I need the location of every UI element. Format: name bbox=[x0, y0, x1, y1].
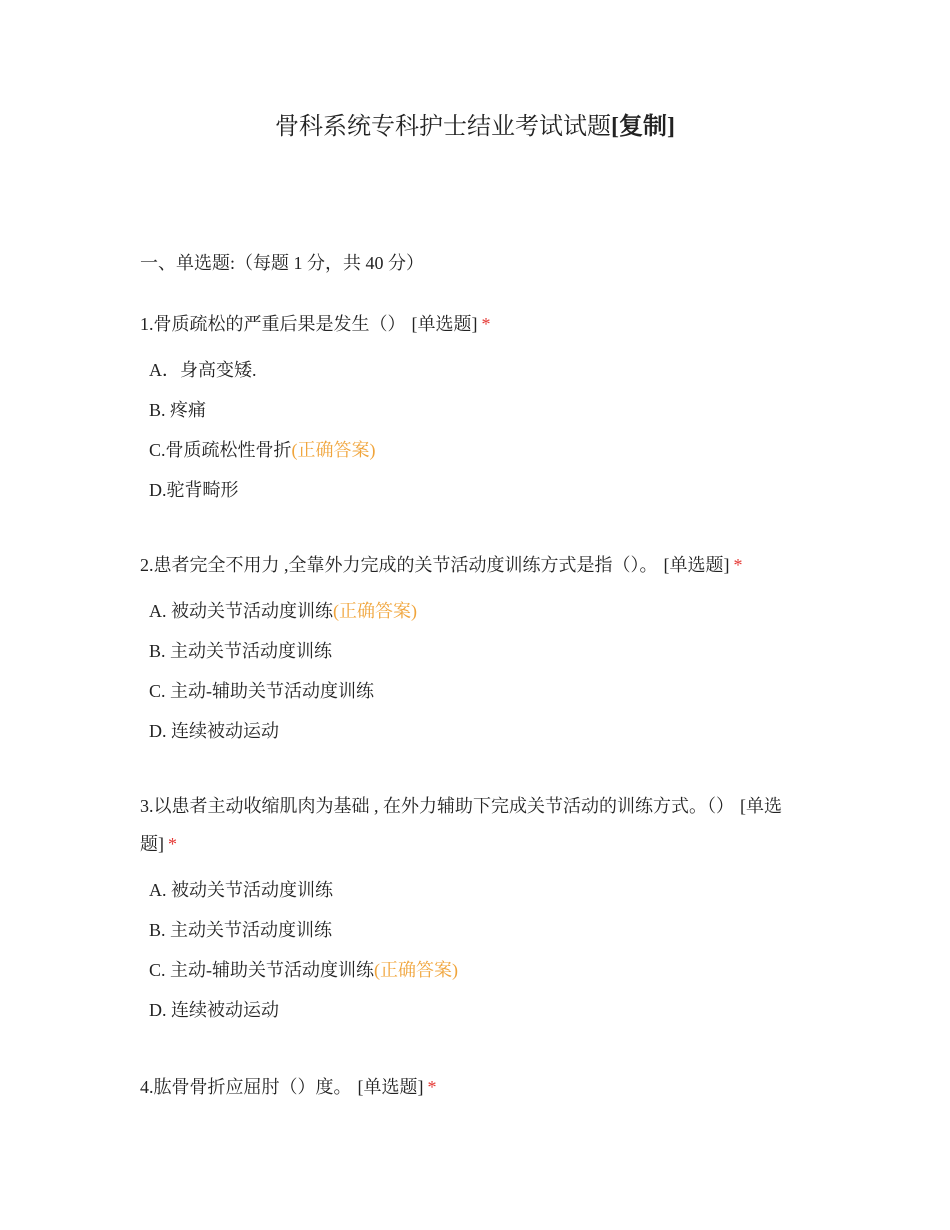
option-d[interactable] bbox=[140, 990, 800, 1030]
option-text: D. 连续被动运动 bbox=[149, 721, 279, 741]
option-text: C. 主动-辅助关节活动度训练 bbox=[149, 681, 374, 701]
option-c[interactable] bbox=[140, 950, 800, 990]
correct-answer-tag: (正确答案) bbox=[374, 960, 458, 980]
option-text: A. 被动关节活动度训练 bbox=[149, 601, 333, 621]
option-a[interactable] bbox=[140, 350, 800, 390]
question-type-label: [单选题] bbox=[140, 796, 782, 854]
question-2 bbox=[140, 546, 800, 751]
option-c[interactable] bbox=[140, 430, 800, 470]
option-list bbox=[140, 591, 800, 751]
option-b[interactable] bbox=[140, 390, 800, 430]
title-text: 骨科系统专科护士结业考试试题 bbox=[275, 114, 611, 140]
option-d[interactable] bbox=[140, 711, 800, 751]
required-mark: * bbox=[168, 834, 177, 854]
option-text: B. 主动关节活动度训练 bbox=[149, 920, 333, 940]
option-text: B. 疼痛 bbox=[149, 400, 207, 420]
question-stem bbox=[140, 787, 800, 863]
question-text: 2.患者完全不用力 ,全靠外力完成的关节活动度训练方式是指（）。 bbox=[140, 555, 658, 575]
question-type-label: [单选题] bbox=[411, 314, 478, 334]
option-list bbox=[140, 870, 800, 1030]
correct-answer-tag: (正确答案) bbox=[291, 440, 376, 460]
question-text: 1.骨质疏松的严重后果是发生（） bbox=[140, 314, 406, 334]
option-text: C.骨质疏松性骨折 bbox=[149, 440, 292, 460]
option-text: A. 被动关节活动度训练 bbox=[149, 880, 333, 900]
question-text: 4.肱骨骨折应屈肘（）度。 bbox=[140, 1077, 352, 1097]
question-stem bbox=[140, 1068, 800, 1106]
page-title bbox=[0, 110, 950, 144]
option-text: C. 主动-辅助关节活动度训练 bbox=[149, 960, 374, 980]
option-c[interactable] bbox=[140, 671, 800, 711]
option-text: A．身高变矮. bbox=[149, 360, 257, 380]
option-a[interactable] bbox=[140, 870, 800, 910]
question-stem bbox=[140, 305, 800, 343]
required-mark: * bbox=[733, 555, 743, 575]
correct-answer-tag: (正确答案) bbox=[333, 601, 417, 621]
question-4 bbox=[140, 1068, 800, 1106]
question-1 bbox=[140, 305, 800, 510]
option-d[interactable] bbox=[140, 470, 800, 510]
option-text: D. 连续被动运动 bbox=[149, 1000, 279, 1020]
option-b[interactable] bbox=[140, 910, 800, 950]
question-type-label: [单选题] bbox=[357, 1077, 424, 1097]
question-type-label: [单选题] bbox=[663, 555, 730, 575]
question-text: 3.以患者主动收缩肌肉为基础 , 在外力辅助下完成关节活动的训练方式。（） bbox=[140, 796, 734, 816]
option-text: B. 主动关节活动度训练 bbox=[149, 641, 333, 661]
title-suffix: [复制] bbox=[611, 114, 675, 140]
option-text: D.驼背畸形 bbox=[149, 480, 239, 500]
question-stem bbox=[140, 546, 800, 584]
option-a[interactable] bbox=[140, 591, 800, 631]
option-list bbox=[140, 350, 800, 510]
required-mark: * bbox=[481, 314, 491, 334]
question-3 bbox=[140, 787, 800, 1030]
option-b[interactable] bbox=[140, 631, 800, 671]
required-mark: * bbox=[427, 1077, 437, 1097]
section-heading: 一、单选题:（每题 1 分，共 40 分） bbox=[140, 253, 424, 273]
